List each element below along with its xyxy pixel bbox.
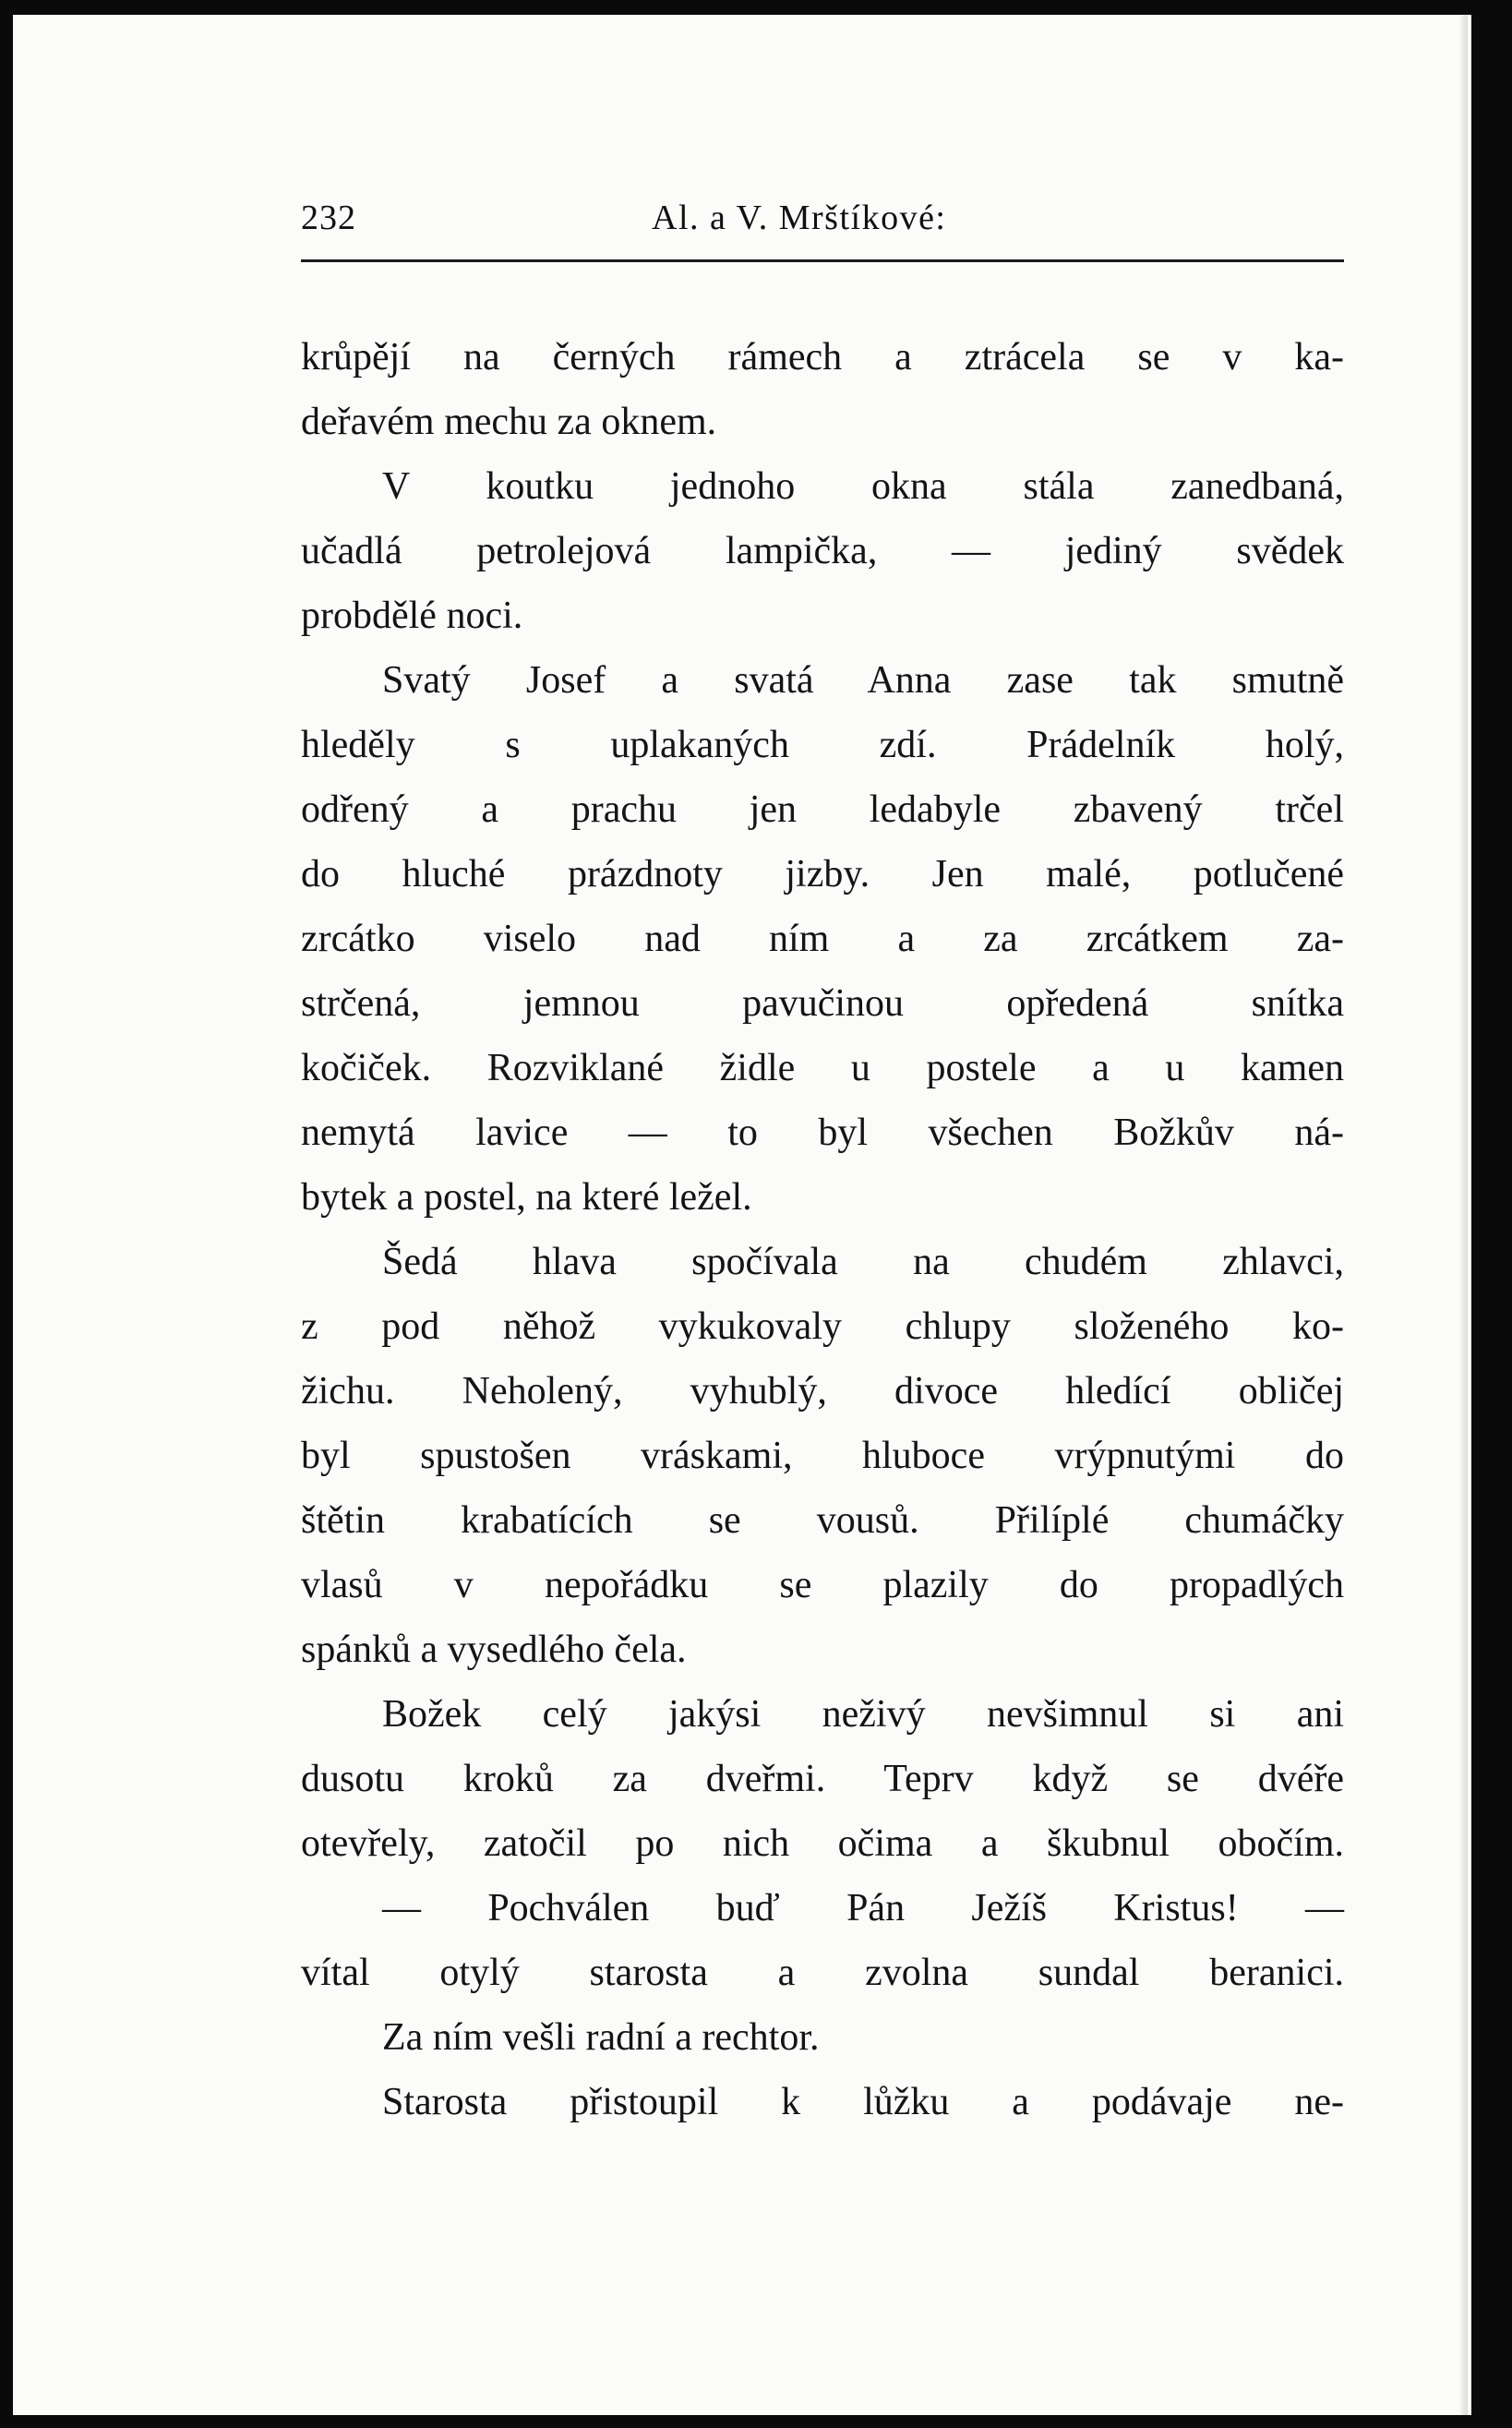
page-header [301,198,1344,244]
body-text [301,325,1344,2134]
text-line: krůpějí na černých rámech a ztrácela se v ka- [301,336,1344,379]
text-line: zrcátko viselo nad ním a za zrcátkem za- [301,918,1344,960]
text-line: bytek a postel, na které ležel. [301,1176,752,1219]
running-head: Al. a V. Mrštíkové: [652,198,947,237]
page-number: 232 [301,198,356,237]
text-line: štětin krabatících se vousů. Přilíplé chumáčky [301,1499,1344,1542]
text-line: odřený a prachu jen ledabyle zbavený trčel [301,788,1344,831]
text-line: V koutku jednoho okna stála zanedbaná, [382,465,1344,508]
header-rule [301,259,1344,262]
text-line: Za ním vešli radní a rechtor. [382,2016,820,2059]
page-edge [1460,15,1468,2415]
text-line: kočiček. Rozviklané židle u postele a u kamen [301,1047,1344,1089]
text-line: Svatý Josef a svatá Anna zase tak smutně [382,659,1344,702]
text-line: deřavém mechu za oknem. [301,401,717,443]
text-line: Božek celý jakýsi neživý nevšimnul si ani [382,1693,1344,1736]
text-line: hleděly s uplakaných zdí. Prádelník holý, [301,724,1344,766]
text-line: do hluché prázdnoty jizby. Jen malé, potlučené [301,853,1344,895]
text-line: otevřely, zatočil po nich očima a škubnul obočím. [301,1822,1344,1865]
text-line: dusotu kroků za dveřmi. Teprv když se dvéře [301,1758,1344,1800]
text-line: strčená, jemnou pavučinou opředená snítka [301,982,1344,1025]
text-line: byl spustošen vráskami, hluboce vrýpnutými do [301,1435,1344,1477]
text-line: Šedá hlava spočívala na chudém zhlavci, [382,1241,1344,1283]
text-line: z pod něhož vykukovaly chlupy složeného ko- [301,1305,1344,1348]
text-line: vítal otylý starosta a zvolna sundal beranici. [301,1952,1344,1994]
text-line: vlasů v nepořádku se plazily do propadlých [301,1564,1344,1606]
text-line: žichu. Neholený, vyhublý, divoce hledící obličej [301,1370,1344,1412]
text-line: nemytá lavice — to byl všechen Božkův ná- [301,1112,1344,1154]
text-line: probdělé noci. [301,595,523,637]
text-line: spánků a vysedlého čela. [301,1629,687,1671]
text-line: učadlá petrolejová lampička, — jediný svědek [301,530,1344,572]
text-line: — Pochválen buď Pán Ježíš Kristus! — [382,1887,1344,1929]
text-line: Starosta přistoupil k lůžku a podávaje ne- [382,2081,1344,2123]
